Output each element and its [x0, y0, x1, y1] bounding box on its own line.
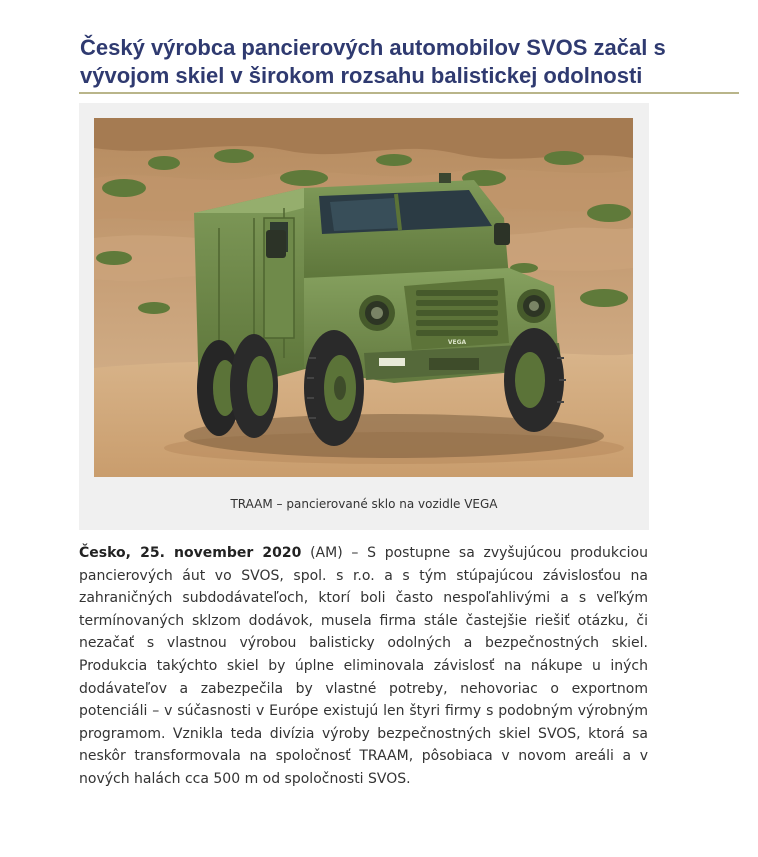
article-source: (AM) [301, 545, 343, 561]
title-divider [79, 92, 739, 94]
article-body-text: – S postupne sa zvyšujúcou produkciou pancierových áut vo SVOS, spol. s r.o. a s tým stúpajúcou závislosťou na zahraničných subdodávateľoch, ktorí boli často nespoľahlivými a s veľkým termínovaných sklzom dodávok, musela firma stále častejšie riešiť otázku, či nezačať s vlastnou výrobou balisticky odolných a bezpečnostných skiel. Produkcia takýchto skiel by úplne eliminovala závislosť na nákupe u iných dodávateľov a zabezpečila by vlastné potreby, nehovoriac o exportnom potenciáli – v súčasnosti v Európe existujú len štyri firmy s podobným výrobným programom. Vznikla teda divízia výroby bezpečnostných skiel SVOS, ktorá sa neskôr transformovala na spoločnosť TRAAM, pôsobiaca v novom areáli a v nových halách cca 500 m od spoločnosti SVOS. [79, 545, 648, 787]
figure-caption: TRAAM – pancierované sklo na vozidle VEGA [230, 497, 498, 511]
vehicle-badge: VEGA [447, 339, 467, 346]
article-body [79, 542, 648, 791]
article-figure [79, 103, 649, 530]
article-dateline: Česko, 25. november 2020 [79, 545, 302, 561]
article-title: Český výrobca pancierových automobilov SVOS začal s vývojom skiel v širokom rozsahu balistickej odolnosti [80, 35, 666, 88]
vehicle-photo [94, 118, 633, 477]
